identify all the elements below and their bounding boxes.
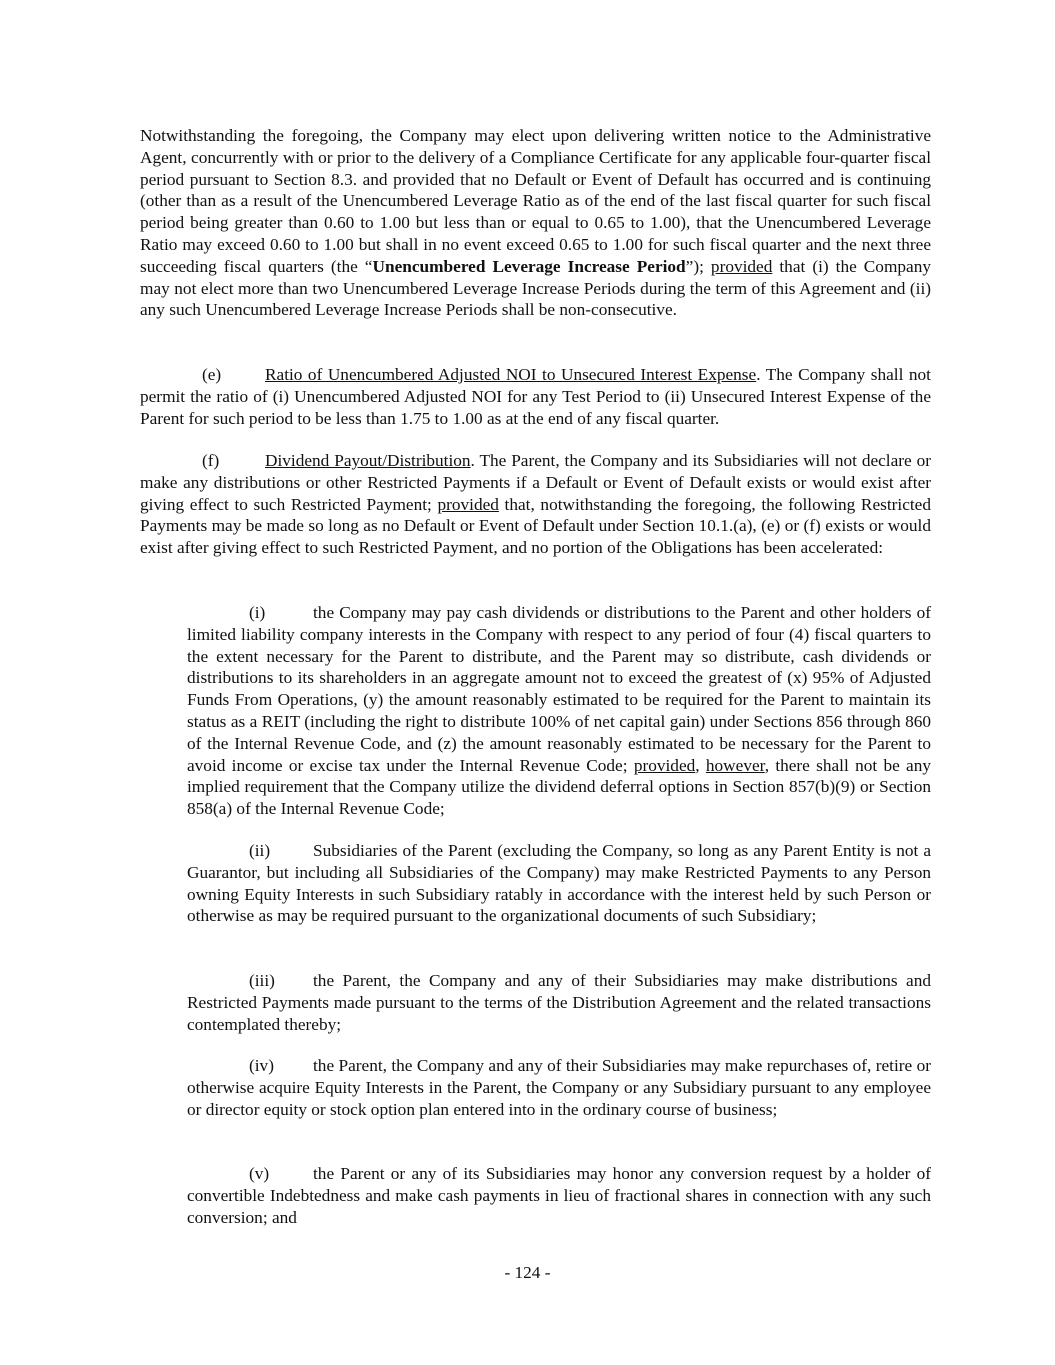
text: , [695, 755, 706, 775]
item-marker: (i) [249, 603, 266, 622]
underlined-term: however [705, 755, 765, 775]
item-i [187, 602, 931, 820]
text: , there shall not be any implied requirement that the Company utilize the dividend deferral options in Section 857(b)(9) or Section 858(a) of the Internal Revenue Code; [187, 755, 932, 819]
text: the Company may pay cash dividends or distributions to the Parent and other holders of limited liability company interests in the Company with respect to any period of four (4) fiscal quarters to the extent necessary for the Parent to distribute, and the Parent may so distribute, cash dividends or distributions to its shareholders in an aggregate amount not to exceed the greatest of (x) 95% of Adjusted Funds From Operations, (y) the amount reasonably estimated to be required for the Parent to maintain its status as a REIT (including the right to distribute 100% of net capital gain) under Sections 856 through 860 of the Internal Revenue Code, and (z) the amount reasonably estimated to be necessary for the Parent to avoid income or excise tax under the Internal Revenue Code; [187, 603, 931, 775]
item-marker: (iv) [249, 1056, 274, 1075]
section-heading: Dividend Payout/Distribution [265, 451, 471, 470]
underlined-term: provided [633, 755, 696, 775]
item-body: Subsidiaries of the Parent (excluding the Company, so long as any Parent Entity is not a Guarantor, but including all Subsidiaries of the Company) may make Restricted Payments to any Person owning Equity Interests in such Subsidiary ratably in accordance with the interest held by such Person or otherwise as may be required pursuant to the organizational documents of such Subsidiary; [187, 841, 931, 926]
text: ”); [685, 256, 711, 276]
item-v [187, 1163, 931, 1228]
paragraph-leverage-increase-period [140, 125, 931, 321]
text: . The Parent, the Company and its Subsidiaries will not declare or make any distributions or other Restricted Payments if a Default or Event of Default exists or would exist after giving effect to such Restricted Payment; [140, 451, 931, 514]
item-iii [187, 970, 931, 1035]
item-body: the Parent, the Company and any of their Subsidiaries may make repurchases of, retire or otherwise acquire Equity Interests in the Parent, the Company or any Subsidiary pursuant to any employee or director equity or stock option plan entered into in the ordinary course of business; [187, 1056, 931, 1119]
section-marker: (e) [202, 365, 222, 384]
underlined-term: provided [710, 256, 773, 276]
page-number: - 124 - [504, 1263, 551, 1282]
item-marker: (ii) [249, 841, 271, 860]
defined-term: Unencumbered Leverage Increase Period [372, 256, 686, 276]
section-heading: Ratio of Unencumbered Adjusted NOI to Unsecured Interest Expense [265, 365, 757, 384]
section-e [140, 364, 931, 429]
section-body: . The Company shall not permit the ratio of (i) Unencumbered Adjusted NOI for any Test Period to (ii) Unsecured Interest Expense of the Parent for such period to be less than 1.75 to 1.00 as at the end of any fiscal quarter. [140, 365, 931, 428]
section-f [140, 450, 931, 559]
item-body: the Parent, the Company and any of their Subsidiaries may make distributions and Restricted Payments made pursuant to the terms of the Distribution Agreement and the related transactions contemplated thereby; [187, 971, 931, 1034]
item-marker: (iii) [249, 971, 275, 990]
item-ii [187, 840, 931, 927]
text: Notwithstanding the foregoing, the Company may elect upon delivering written notice to the Administrative Agent, concurrently with or prior to the delivery of a Compliance Certificate for any applicable four-quarter fiscal period pursuant to Section 8.3. and provided that no Default or Event of Default has occurred and is continuing (other than as a result of the Unencumbered Leverage Ratio as of the end of the last fiscal quarter for such fiscal period being greater than 0.60 to 1.00 but less than or equal to 0.65 to 1.00), that the Unencumbered Leverage Ratio may exceed 0.60 to 1.00 but shall in no event exceed 0.65 to 1.00 for such fiscal quarter and the next three succeeding fiscal quarters (the “ [140, 126, 931, 276]
text: that, notwithstanding the foregoing, the following Restricted Payments may be made so long as no Default or Event of Default under Section 10.1.(a), (e) or (f) exists or would exist after giving effect to such Restricted Payment, and no portion of the Obligations has been accelerated: [140, 494, 931, 558]
underlined-term: provided [437, 494, 499, 514]
item-marker: (v) [249, 1164, 270, 1183]
text: that (i) the Company may not elect more than two Unencumbered Leverage Increase Periods during the term of this Agreement and (ii) any such Unencumbered Leverage Increase Periods shall be non-consecutive. [140, 256, 931, 320]
item-iv [187, 1055, 931, 1120]
section-marker: (f) [202, 451, 220, 470]
item-body: the Parent or any of its Subsidiaries may honor any conversion request by a holder of convertible Indebtedness and make cash payments in lieu of fractional shares in connection with any such conversion; and [187, 1164, 931, 1227]
